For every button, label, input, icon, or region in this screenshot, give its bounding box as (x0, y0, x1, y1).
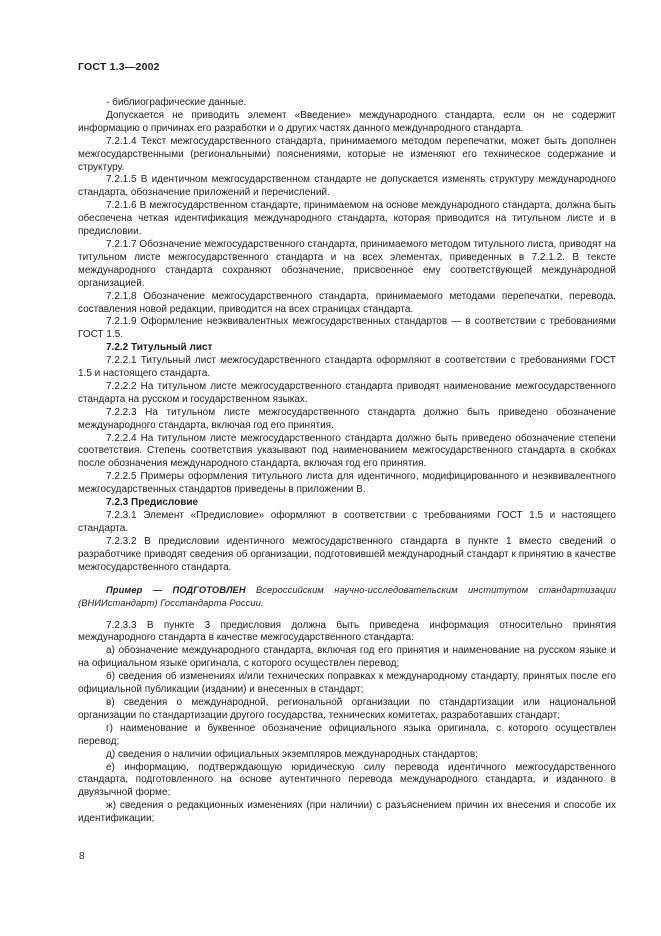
example-text: Всероссийским научно-исследовательским институтом стандартизации (ВНИИстандарт) Госстандарта России. (78, 584, 616, 608)
paragraph: 7.2.1.9 Оформление неэквивалентных межгосударственных стандартов — в соответствии с требованиями ГОСТ 1.5. (78, 316, 616, 341)
list-item: д) сведения о наличии официальных экземпляров международных стандартов; (106, 748, 478, 760)
list-item: в) сведения о международной, региональной организации по стандартизации или национальной организации по стандартизации другого государства, технических комитетах, разработавших стандарт; (78, 696, 616, 721)
section-heading: 7.2.3 Предисловие (106, 497, 199, 509)
list-item: б) сведения об изменениях и/или технических поправках к международному стандарту, принятых после его официальной публикации (издании) и внесенных в стандарт; (78, 671, 616, 696)
paragraph: 7.2.3.3 В пункте 3 предисловия должна быть приведена информация относительно принятия международного стандарта в качестве межгосударственного стандарта: (78, 619, 616, 644)
paragraph: 7.2.1.4 Текст межгосударственного стандарта, принимаемого методом перепечатки, может быть дополнен межгосударственными (региональными) пояснениями, которые не изменяют его техническое содержание и структуру. (78, 135, 616, 173)
example-note (78, 584, 616, 610)
paragraph: Допускается не приводить элемент «Введение» международного стандарта, если он не содержит информацию о причинах его разработки и о других частях данного международного стандарта. (78, 109, 616, 134)
list-item: а) обозначение международного стандарта, включая год его принятия и наименование на русском языке и на официальном языке оригинала, с которого осуществлен перевод; (78, 645, 616, 670)
document-header: ГОСТ 1.3—2002 (78, 61, 160, 73)
list-item: ж) сведения о редакционных изменениях (при наличии) с разъяснением причин их внесения и способе их идентификации; (78, 800, 616, 825)
paragraph: 7.2.1.8 Обозначение межгосударственного стандарта, принимаемого методами перепечатки, перевода, составления новой редакции, приводится на всех страницах стандарта. (78, 290, 616, 315)
paragraph: 7.2.2.3 На титульном листе межгосударственного стандарта должно быть приведено обозначение международного стандарта, включая год его принятия. (78, 406, 616, 431)
example-prefix: Пример — ПОДГОТОВЛЕН (106, 584, 246, 595)
paragraph: 7.2.1.5 В идентичном межгосударственном стандарте не допускается изменять структуру международного стандарта, обозначение приложений и перечислений. (78, 174, 616, 199)
list-item: г) наименование и буквенное обозначение официального языка оригинала, с которого осуществлен перевод; (78, 722, 616, 747)
paragraph: 7.2.2.5 Примеры оформления титульного листа для идентичного, модифицированного и неэквивалентного межгосударственных стандартов приведены в приложении В. (78, 471, 616, 496)
paragraph: 7.2.2.1 Титульный лист межгосударственного стандарта оформляют в соответствии с требованиями ГОСТ 1.5 и настоящего стандарта. (78, 355, 616, 380)
paragraph: - библиографические данные. (106, 97, 247, 108)
document-body (78, 97, 616, 826)
paragraph: 7.2.3.2 В предисловии идентичного межгосударственного стандарта в пункте 1 вместо сведений о разработчике приводят сведения об организации, подготовившей международный стандарт к принятию в качестве межгосударственного стандарта. (78, 535, 616, 573)
paragraph: 7.2.1.6 В межгосударственном стандарте, принимаемом на основе международного стандарта, должна быть обеспечена четкая идентификация международного стандарта, которая приводится на титульном листе и в предисловии. (78, 200, 616, 238)
page-number: 8 (79, 851, 85, 862)
paragraph: 7.2.2.2 На титульном листе межгосударственного стандарта приводят наименование межгосударственного стандарта на русском и государственном языках. (78, 380, 616, 405)
paragraph: 7.2.1.7 Обозначение межгосударственного стандарта, принимаемого методом титульного листа, приводят на титульном листе межгосударственного стандарта и на всех элементах, приведенных в 7.2.1.2. В тексте международного стандарта сохраняют обозначение, присвоенное ему соответствующей международной организацией. (78, 238, 616, 289)
paragraph: 7.2.2.4 На титульном листе межгосударственного стандарта должно быть приведено обозначение степени соответствия. Степень соответствия указывают под наименованием межгосударственного стандарта в скобках после обозначения международного стандарта, включая год его принятия. (78, 432, 616, 470)
section-heading: 7.2.2 Титульный лист (106, 342, 213, 354)
paragraph: 7.2.3.1 Элемент «Предисловие» оформляют в соответствии с требованиями ГОСТ 1.5 и настоящего стандарта. (78, 510, 616, 534)
list-item: е) информацию, подтверждающую юридическую силу перевода идентичного межгосударственного стандарта, подготовленного на основе аутентичного перевода международного стандарта, и изданного в двуязычной форме; (78, 761, 616, 799)
